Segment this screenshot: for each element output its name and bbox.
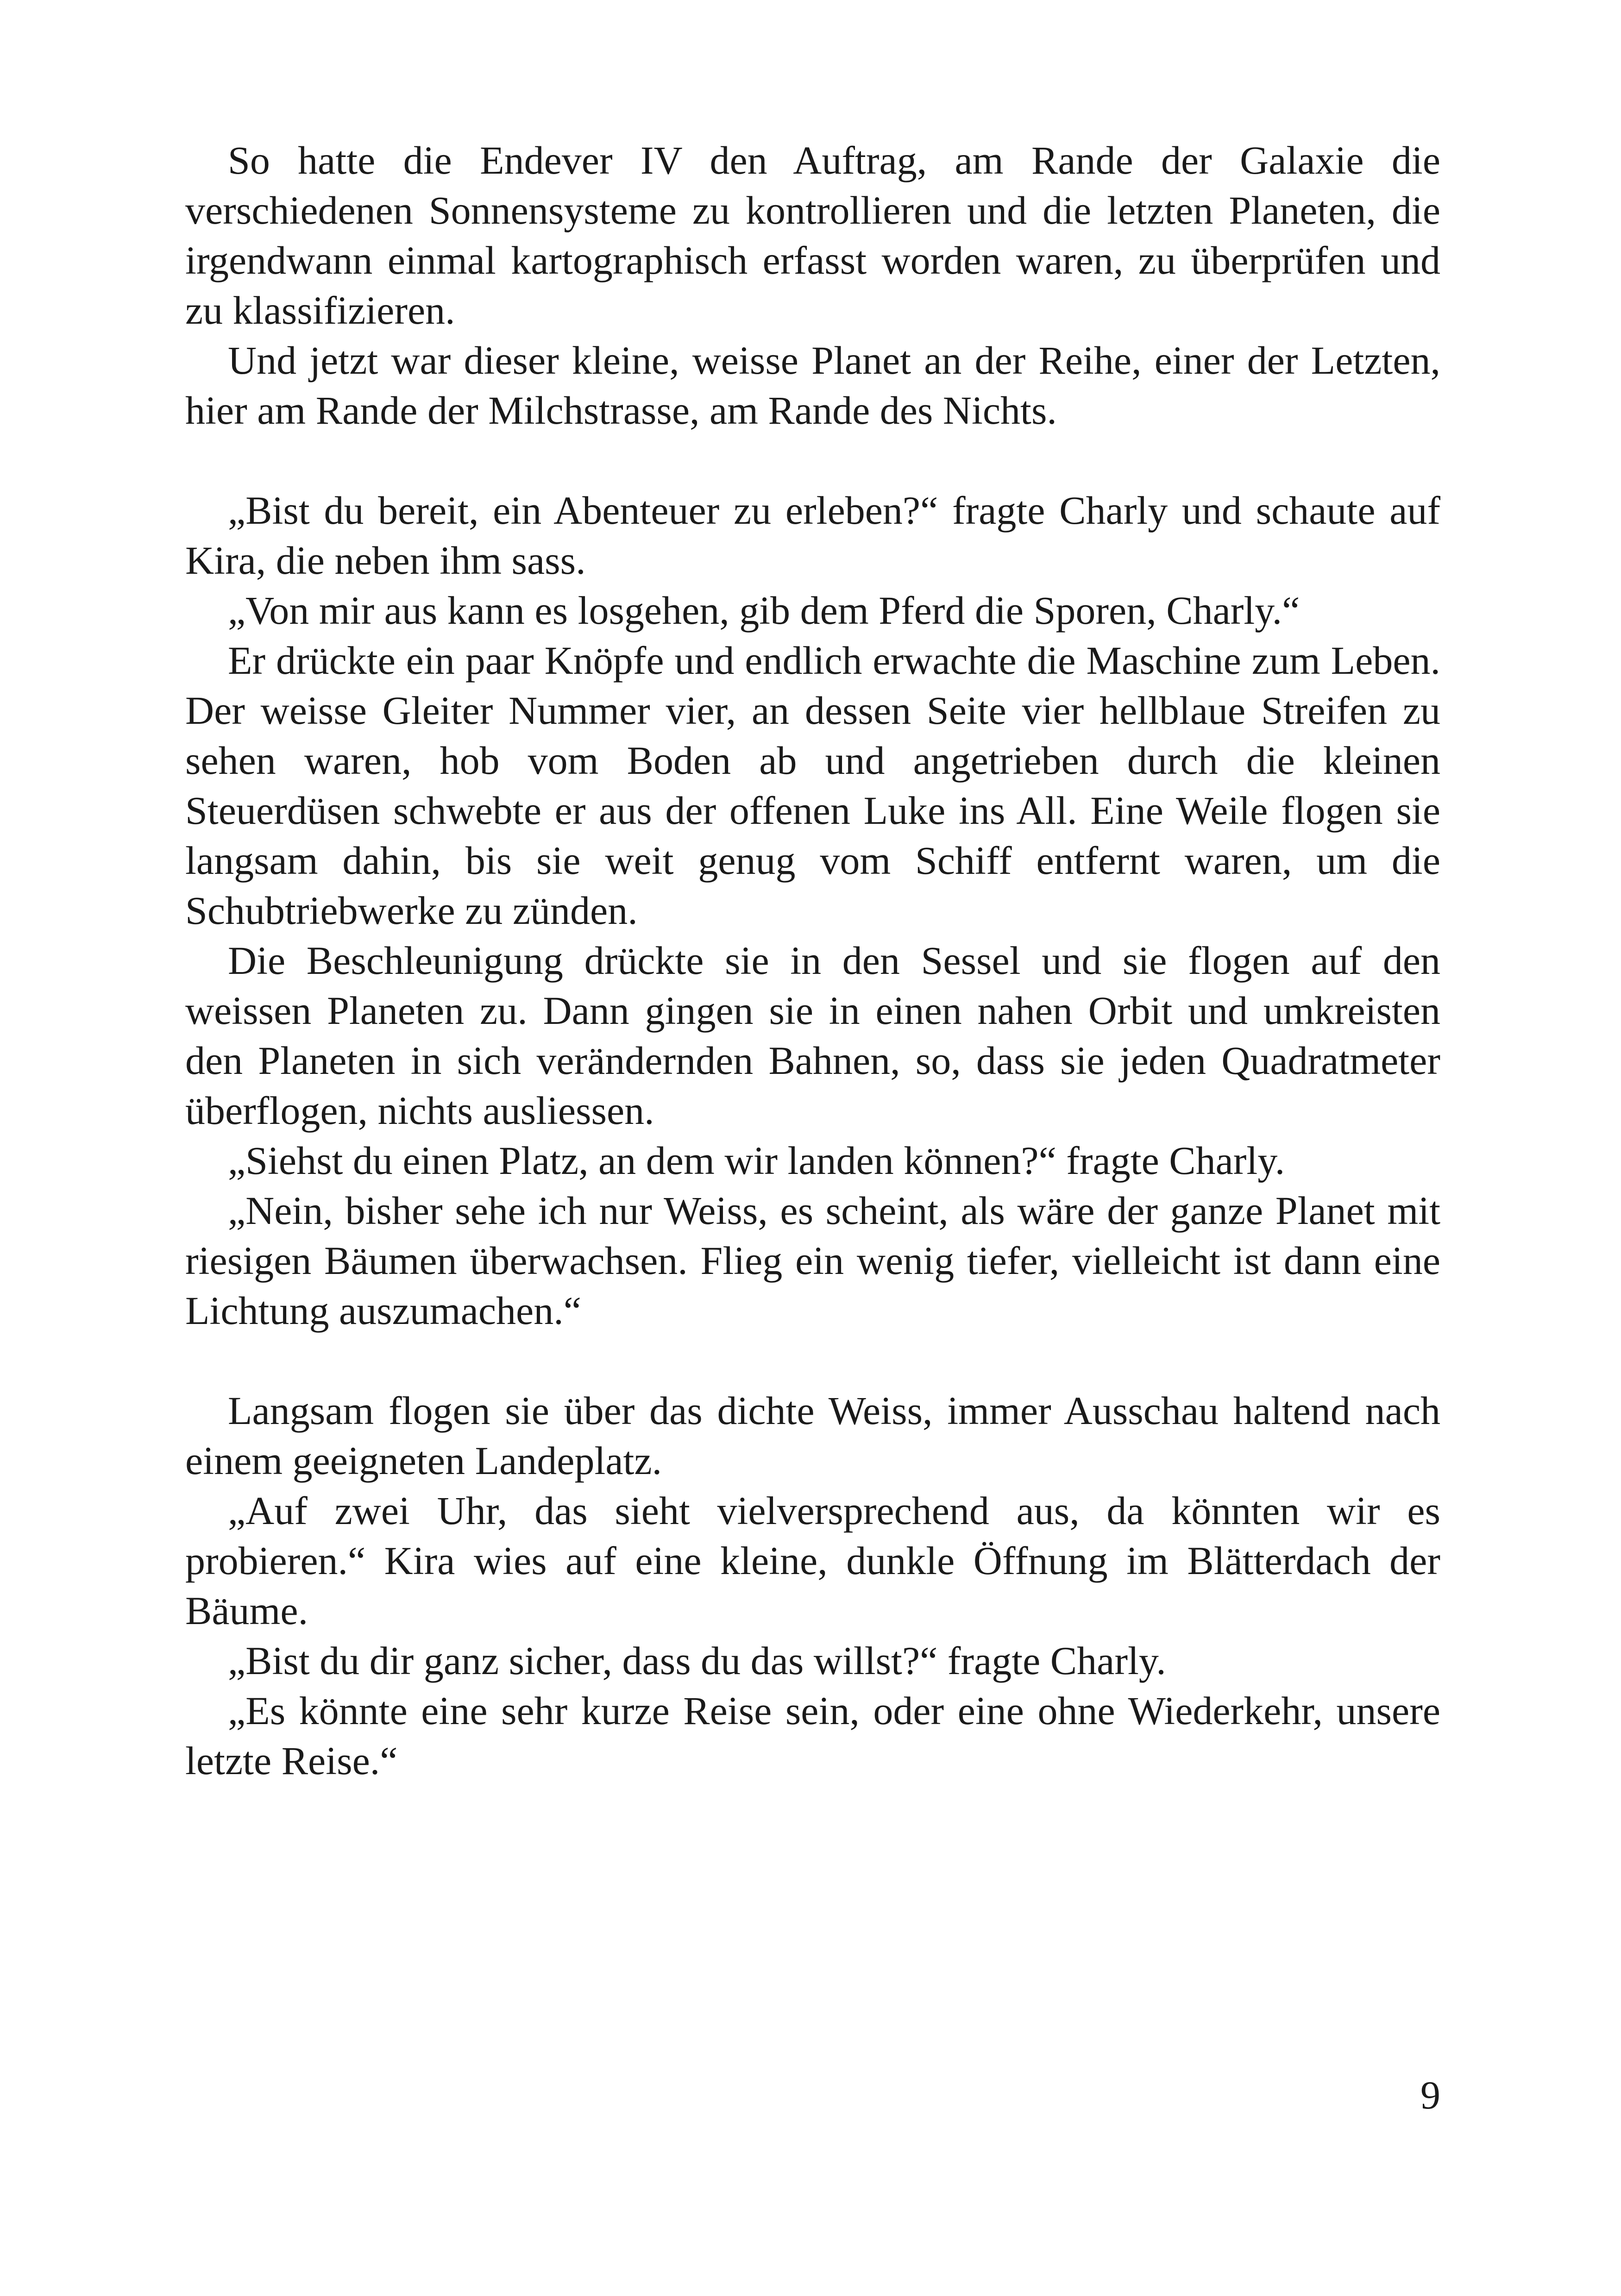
paragraph-5: Er drückte ein paar Knöpfe und endlich erwachte die Maschine zum Leben. Der weisse Gleiter Nummer vier, an dessen Seite vier hellblaue Streifen zu sehen waren, hob vom Boden ab und angetrieben durch die kleinen Steuerdüsen schwebte er aus der offenen Luke ins All. Eine Weile flogen sie langsam dahin, bis sie weit genug vom Schiff entfernt waren, um die Schubtriebwerke zu zünden. xyxy=(185,638,1440,933)
paragraph-9: Langsam flogen sie über das dichte Weiss, immer Ausschau haltend nach einem geeigneten Landeplatz. xyxy=(185,1388,1440,1483)
paragraph-1: So hatte die Endever IV den Auftrag, am Rande der Galaxie die verschiedenen Sonnensysteme zu kontrollieren und die letzten Planeten, die irgendwann einmal kartographisch erfasst worden waren, zu überprüfen und zu klassifizieren. xyxy=(185,138,1440,332)
paragraph-6: Die Beschleunigung drückte sie in den Sessel und sie flogen auf den weissen Planeten zu. Dann gingen sie in einen nahen Orbit und umkreisten den Planeten in sich verändernden Bahnen, so, dass sie jeden Quadratmeter überflogen, nichts ausliessen. xyxy=(185,938,1440,1133)
page-number: 9 xyxy=(1420,2073,1440,2117)
body-text xyxy=(185,135,1440,1786)
section-break xyxy=(185,1336,1440,1386)
paragraph-4: „Von mir aus kann es losgehen, gib dem Pferd die Sporen, Charly.“ xyxy=(228,588,1300,633)
section-break xyxy=(185,435,1440,485)
paragraph-3: „Bist du bereit, ein Abenteuer zu erleben?“ fragte Charly und schaute auf Kira, die neben ihm sass. xyxy=(185,488,1440,583)
paragraph-7: „Siehst du einen Platz, an dem wir landen können?“ fragte Charly. xyxy=(228,1138,1285,1183)
paragraph-11: „Bist du dir ganz sicher, dass du das willst?“ fragte Charly. xyxy=(228,1638,1166,1683)
paragraph-2: Und jetzt war dieser kleine, weisse Planet an der Reihe, einer der Letzten, hier am Rande der Milchstrasse, am Rande des Nichts. xyxy=(185,338,1440,433)
paragraph-12: „Es könnte eine sehr kurze Reise sein, oder eine ohne Wiederkehr, unsere letzte Reise.“ xyxy=(185,1688,1440,1783)
paragraph-8: „Nein, bisher sehe ich nur Weiss, es scheint, als wäre der ganze Planet mit riesigen Bäumen überwachsen. Flieg ein wenig tiefer, vielleicht ist dann eine Lichtung auszumachen.“ xyxy=(185,1188,1440,1333)
paragraph-10: „Auf zwei Uhr, das sieht vielversprechend aus, da könnten wir es probieren.“ Kira wies auf eine kleine, dunkle Öffnung im Blätterdach der Bäume. xyxy=(185,1488,1440,1633)
